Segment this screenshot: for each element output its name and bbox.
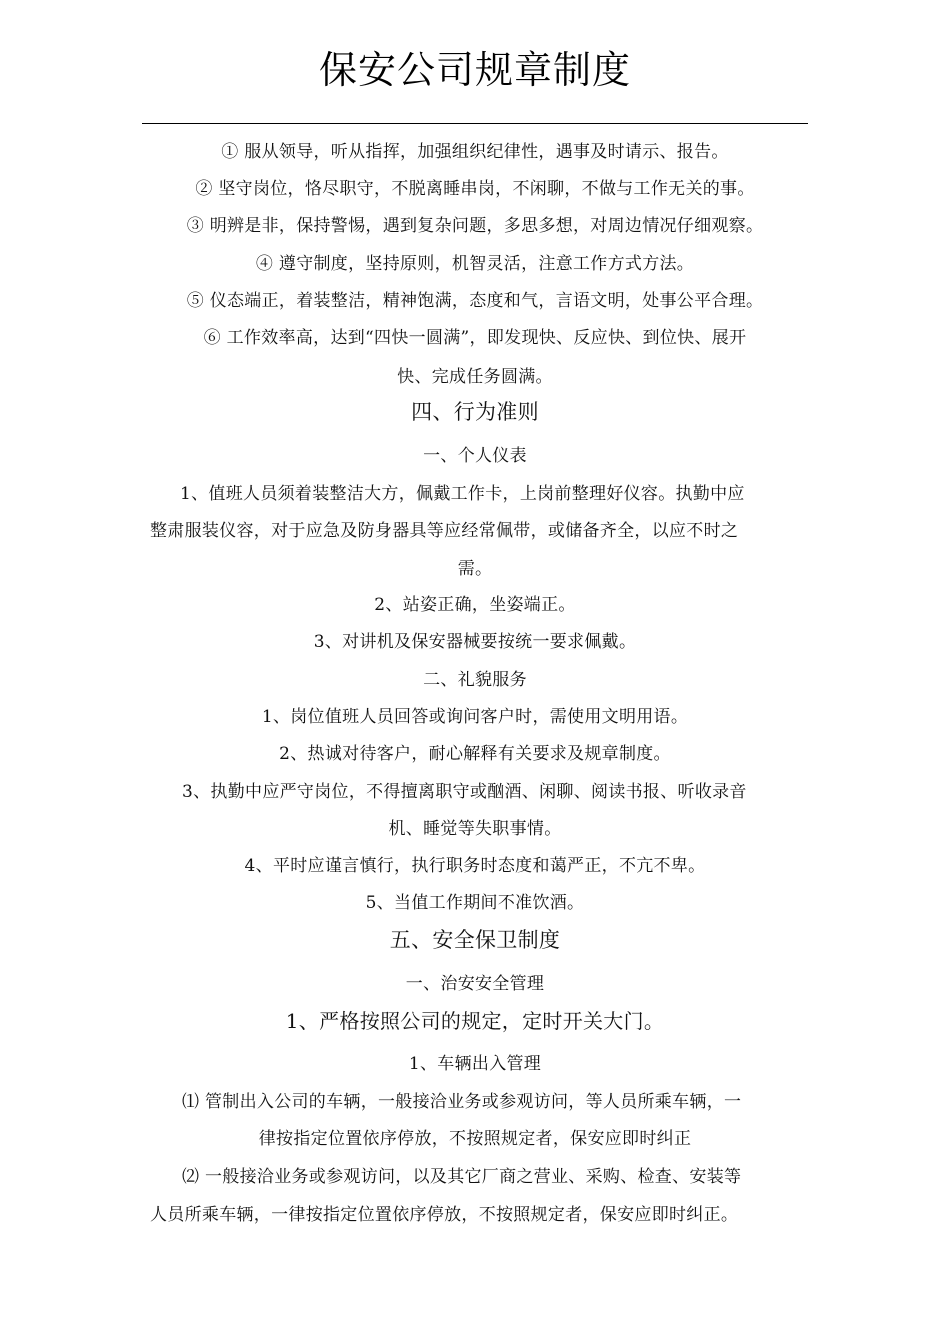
paragraph-line: 律按指定位置依序停放，不按照规定者，保安应即时纠正 xyxy=(258,1129,692,1149)
paragraph-line: 1、岗位值班人员回答或询问客户时，需使用文明用语。 xyxy=(261,707,689,727)
conduct-item-4: ④ 遵守制度，坚持原则，机智灵活，注意工作方式方法。 xyxy=(255,254,695,274)
paragraph-line: 3、执勤中应严守岗位，不得擅离职守或酗酒、闲聊、阅读书报、听收录音 xyxy=(182,782,747,802)
document-title: 保安公司规章制度 xyxy=(318,48,631,92)
section-heading-security: 五、安全保卫制度 xyxy=(389,928,561,952)
conduct-item-6-cont: 快、完成任务圆满。 xyxy=(397,367,553,387)
paragraph-line: 人员所乘车辆，一律按指定位置依序停放，不按照规定者，保安应即时纠正。 xyxy=(150,1205,739,1225)
paragraph-line: 2、热诚对待客户，耐心解释有关要求及规章制度。 xyxy=(279,744,671,764)
paragraph-line: 整肃服装仪容，对于应急及防身器具等应经常佩带，或储备齐全，以应不时之 xyxy=(150,521,739,541)
subsection-heading-courtesy: 二、礼貌服务 xyxy=(423,670,527,690)
paragraph-line: 3、对讲机及保安器械要按统一要求佩戴。 xyxy=(313,632,637,652)
paragraph-line: 需。 xyxy=(457,559,493,579)
paragraph-line: ⑴ 管制出入公司的车辆，一般接洽业务或参观访问，等人员所乘车辆，一 xyxy=(182,1092,742,1112)
paragraph-line: 2、站姿正确，坐姿端正。 xyxy=(374,595,576,615)
subsection-heading-appearance: 一、个人仪表 xyxy=(423,446,527,466)
section-heading-conduct-rules: 四、行为准则 xyxy=(411,400,539,424)
conduct-item-6: ⑥ 工作效率高，达到“四快一圆满”，即发现快、反应快、到位快、展开 xyxy=(203,328,747,348)
title-underline xyxy=(142,123,808,124)
paragraph-line: 4、平时应谨言慎行，执行职务时态度和蔼严正，不亢不卑。 xyxy=(244,856,706,876)
conduct-item-5: ⑤ 仪态端正，着装整洁，精神饱满，态度和气，言语文明，处事公平合理。 xyxy=(186,291,764,311)
subsection-heading-vehicles: 1、车辆出入管理 xyxy=(408,1054,542,1074)
subsection-heading-public-safety: 一、治安安全管理 xyxy=(405,974,545,994)
paragraph-line: 机、睡觉等失职事情。 xyxy=(388,819,562,839)
gate-rule: 1、严格按照公司的规定，定时开关大门。 xyxy=(285,1009,665,1033)
paragraph-line: ⑵ 一般接洽业务或参观访问，以及其它厂商之营业、采购、检查、安装等 xyxy=(182,1167,742,1187)
paragraph-line: 1、值班人员须着装整洁大方，佩戴工作卡，上岗前整理好仪容。执勤中应 xyxy=(180,484,745,504)
conduct-item-3: ③ 明辨是非，保持警惕，遇到复杂问题，多思多想，对周边情况仔细观察。 xyxy=(186,216,764,236)
conduct-item-1: ① 服从领导，听从指挥，加强组织纪律性，遇事及时请示、报告。 xyxy=(221,142,729,162)
conduct-item-2: ② 坚守岗位，恪尽职守，不脱离睡串岗，不闲聊，不做与工作无关的事。 xyxy=(195,179,755,199)
paragraph-line: 5、当值工作期间不准饮酒。 xyxy=(365,893,585,913)
